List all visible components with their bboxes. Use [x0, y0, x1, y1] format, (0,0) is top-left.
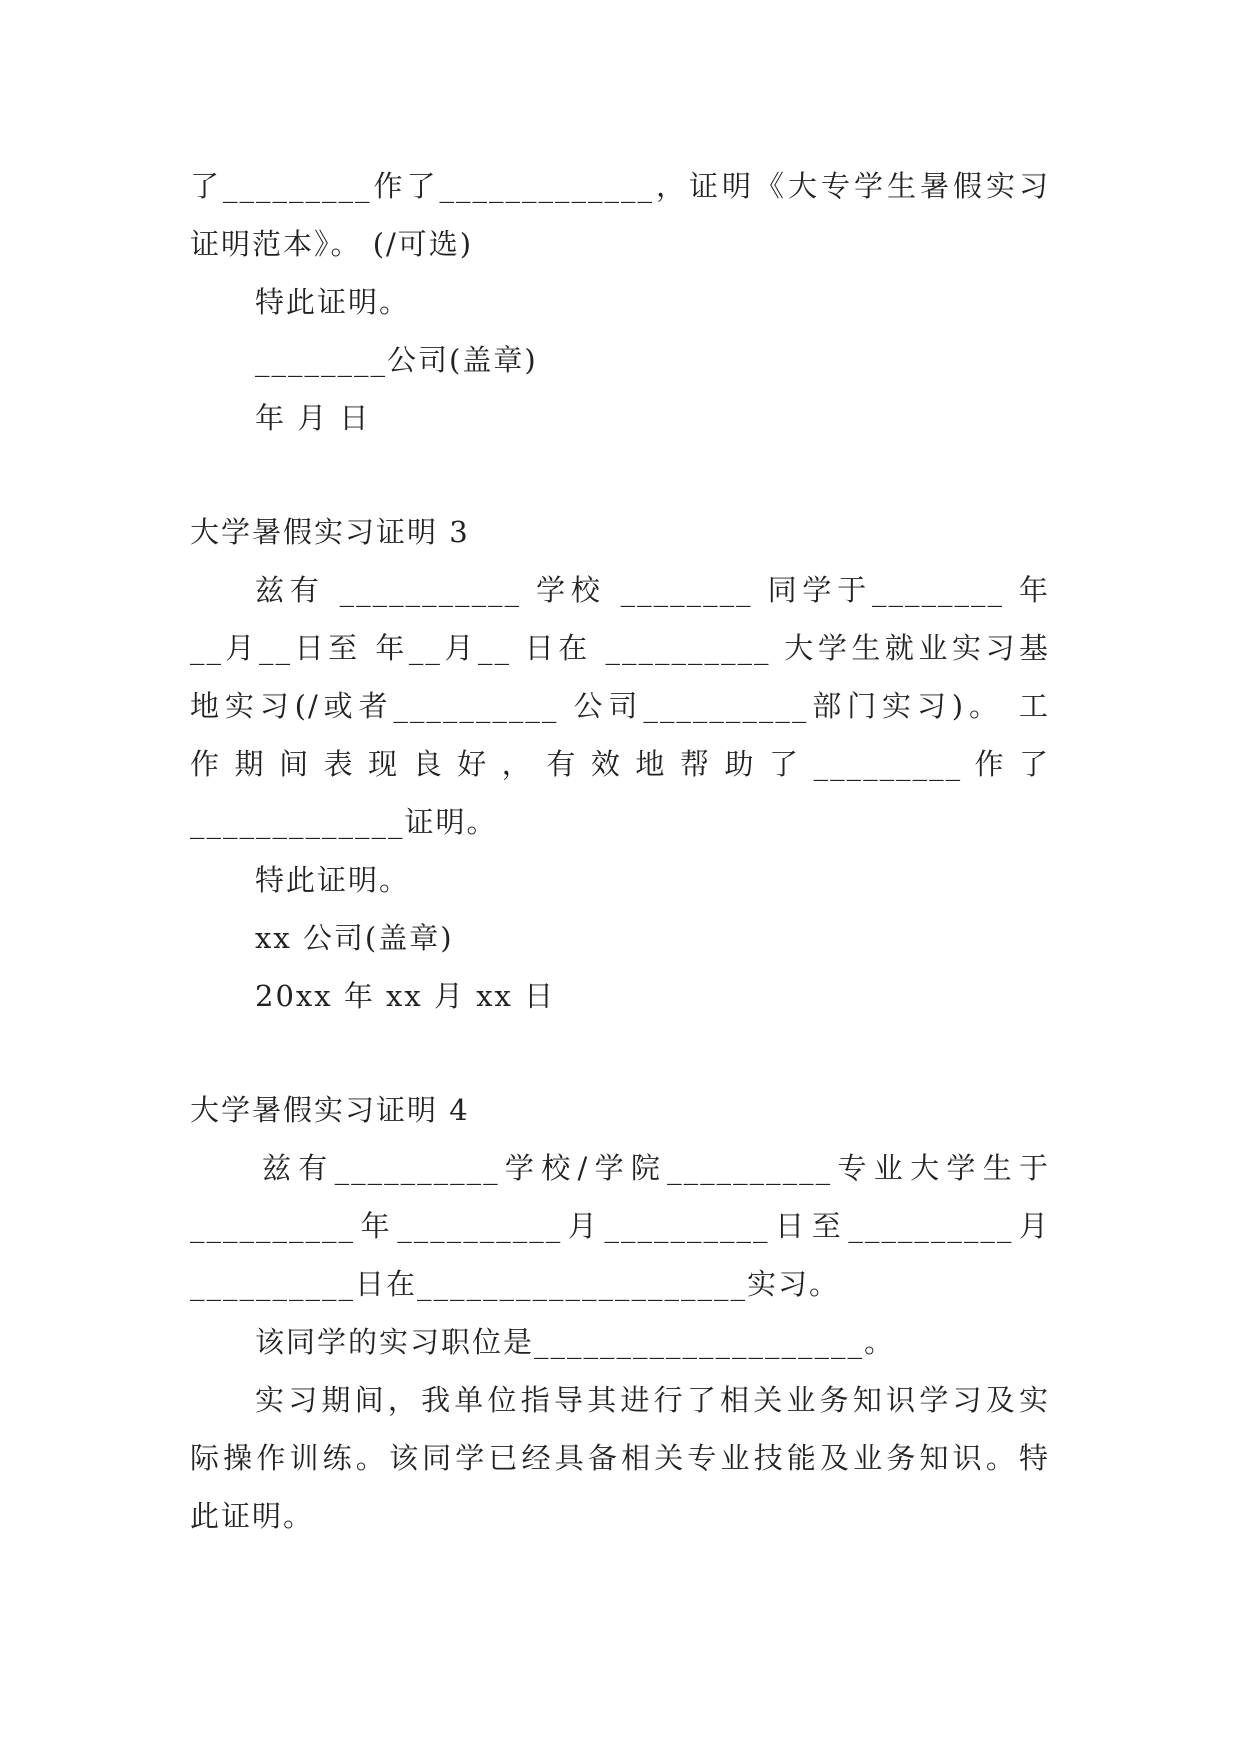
section4-position: 该同学的实习职位是____________________。 — [255, 1325, 896, 1359]
section4-heading: 大学暑假实习证明 4 — [190, 1093, 470, 1127]
section2-line1: 了_________作了_____________，证明《大专学生暑假实习 — [190, 169, 1050, 203]
section3-line4: 作 期 间 表 现 良 好 ， 有 效 地 帮 助 了 _________ 作 了 — [190, 747, 1050, 781]
section3-company-seal: xx 公司(盖章) — [255, 921, 454, 955]
section4-para-line2: 际操作训练。该同学已经具备相关专业技能及业务知识。特 — [190, 1441, 1050, 1475]
section3-line3: 地实习(/或者__________ 公司__________部门实习)。 工 — [190, 689, 1050, 723]
section2-line2: 证明范本》。 (/可选) — [190, 227, 474, 261]
section2-date: 年 月 日 — [255, 401, 371, 435]
section2-closing: 特此证明。 — [255, 285, 411, 319]
section4-line3: __________日在____________________实习。 — [190, 1267, 841, 1301]
section4-line2: __________年__________月__________日至__________月 — [190, 1209, 1050, 1243]
section4-para-line3: 此证明。 — [190, 1499, 315, 1533]
section4-line1: 兹有__________学校/学院__________专业大学生于 — [262, 1151, 1050, 1185]
section3-heading: 大学暑假实习证明 3 — [190, 515, 470, 549]
section4-para-line1: 实习期间，我单位指导其进行了相关业务知识学习及实 — [255, 1383, 1050, 1417]
section3-date: 20xx 年 xx 月 xx 日 — [255, 979, 556, 1013]
section3-line2: __月__日至 年__月__ 日在 __________ 大学生就业实习基 — [190, 631, 1050, 665]
section3-line1: 兹有 ___________ 学校 ________ 同学于________ 年 — [255, 573, 1050, 607]
section3-closing: 特此证明。 — [255, 863, 411, 897]
section2-company-seal: ________公司(盖章) — [255, 343, 538, 377]
section3-line5: _____________证明。 — [190, 805, 498, 839]
